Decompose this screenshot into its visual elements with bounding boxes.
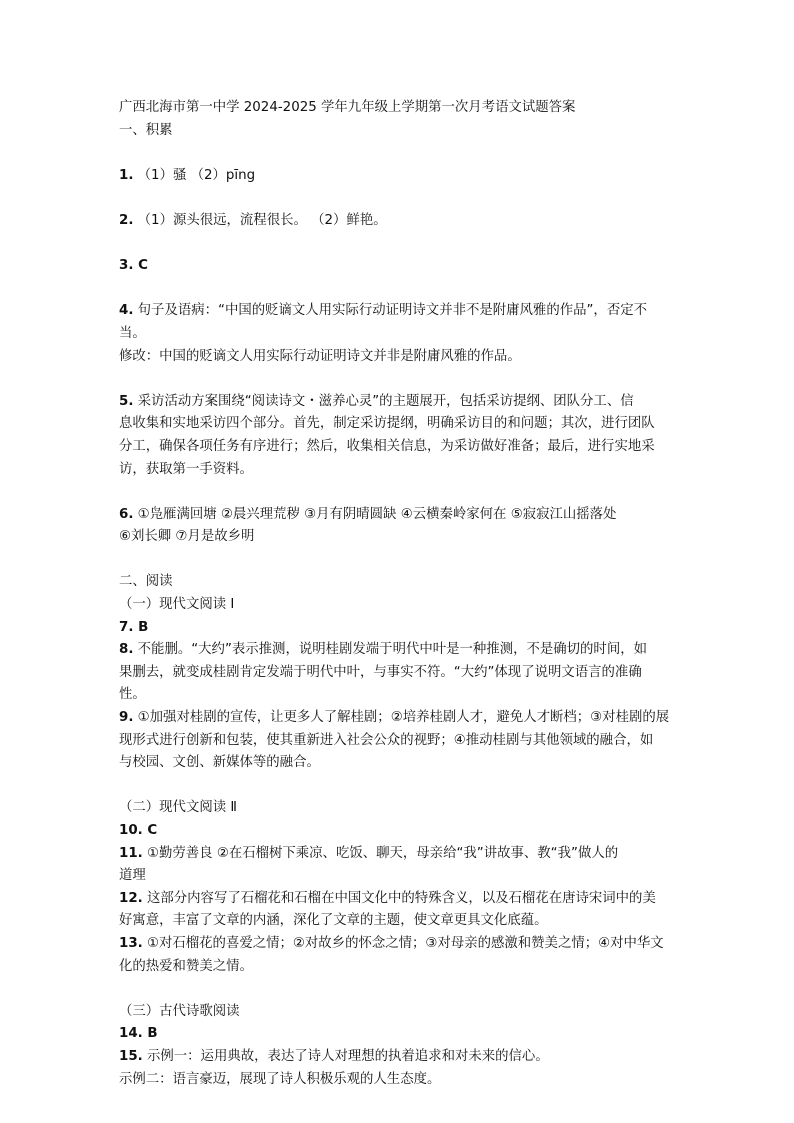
spacer <box>119 978 677 1001</box>
answer-7 <box>119 617 677 640</box>
answer-text-line: ⑥刘长卿 ⑦月是故乡明 <box>119 529 255 545</box>
spacer <box>119 775 677 798</box>
answer-text-line: 当。 <box>119 325 146 341</box>
answer-text: 这部分内容写了石榴花和石榴在中国文化中的特殊含义，以及石榴花在唐诗宋词中的美 <box>142 890 656 906</box>
page-title: 广西北海市第一中学 2024-2025 学年九年级上学期第一次月考语文试题答案 <box>119 100 576 115</box>
answer-text-line: 道理 <box>119 868 146 884</box>
question-number: 4. <box>119 303 134 319</box>
question-number: 9. <box>119 710 134 726</box>
answer-10 <box>119 820 677 843</box>
answer-text-line: 果删去，就变成桂剧肯定发端于明代中叶，与事实不符。“大约”体现了说明文语言的准确 <box>119 664 642 680</box>
answer-text-line: 息收集和实地采访四个部分。首先，制定采访提纲，明确采访目的和问题；其次，进行团队 <box>119 416 655 432</box>
answer-text: （1）骚 （2）pīng <box>133 167 256 183</box>
answer-text: 句子及语病：“中国的贬谪文人用实际行动证明诗文并非不是附庸风雅的作品”，否定不 <box>133 303 647 319</box>
question-number: 15. <box>119 1048 143 1064</box>
section-heading: 一、积累 <box>119 122 173 138</box>
answer-6 <box>119 504 677 527</box>
answer-4 <box>119 300 677 323</box>
question-number: 14. B <box>119 1026 158 1042</box>
spacer <box>119 549 677 572</box>
answer-8 <box>119 639 677 662</box>
answer-text-line: 访，获取第一手资料。 <box>119 461 253 477</box>
answer-document <box>119 97 677 1091</box>
answer-text: （1）源头很远，流程很长。 （2）鲜艳。 <box>133 212 387 228</box>
answer-text-line: 示例二：语言豪迈，展现了诗人积极乐观的人生态度。 <box>119 1071 441 1087</box>
answer-text: 采访活动方案围绕“阅读诗文・滋养心灵”的主题展开，包括采访提纲、团队分工、信 <box>133 393 634 409</box>
answer-text: ①凫雁满回塘 ②晨兴理荒秽 ③月有阴晴圆缺 ④云横秦岭家何在 ⑤寂寂江山摇落处 <box>133 506 617 522</box>
answer-text-line: 分工，确保各项任务有序进行；然后，收集相关信息，为采访做好准备；最后，进行实地采 <box>119 438 655 454</box>
question-number: 1. <box>119 167 134 183</box>
answer-2 <box>119 210 677 233</box>
question-number: 5. <box>119 393 134 409</box>
answer-text-line: 好寓意，丰富了文章的内涵，深化了文章的主题，使文章更具文化底蕴。 <box>119 913 548 929</box>
answer-9 <box>119 707 677 730</box>
answer-text-line: 性。 <box>119 687 146 703</box>
subsection-heading: （二）现代文阅读 Ⅱ <box>119 800 237 816</box>
section-heading: 二、阅读 <box>119 574 173 590</box>
spacer <box>119 481 677 504</box>
answer-12 <box>119 888 677 911</box>
spacer <box>119 187 677 210</box>
answer-text: ①加强对桂剧的宣传，让更多人了解桂剧；②培养桂剧人才，避免人才断档；③对桂剧的展 <box>133 710 670 726</box>
answer-15 <box>119 1046 677 1069</box>
answer-text: ①对石榴花的喜爱之情；②对故乡的怀念之情；③对母亲的感激和赞美之情；④对中华文 <box>142 935 664 951</box>
answer-text: 示例一：运用典故，表达了诗人对理想的执着追求和对未来的信心。 <box>142 1048 549 1064</box>
question-number: 12. <box>119 890 143 906</box>
question-number: 2. <box>119 212 134 228</box>
answer-1 <box>119 165 677 188</box>
question-number: 10. C <box>119 823 158 838</box>
question-number: 7. B <box>119 619 149 635</box>
spacer <box>119 142 677 165</box>
answer-text: 不能删。“大约”表示推测，说明桂剧发端于明代中叶是一种推测，不是确切的时间，如 <box>133 642 647 658</box>
answer-13 <box>119 933 677 956</box>
question-number: 11. <box>119 845 143 861</box>
answer-text: ①勤劳善良 ②在石榴树下乘凉、吃饭、聊天，母亲给“我”讲故事、教“我”做人的 <box>142 845 619 861</box>
spacer <box>119 368 677 391</box>
answer-text-line: 修改：中国的贬谪文人用实际行动证明诗文并非是附庸风雅的作品。 <box>119 348 521 364</box>
answer-5 <box>119 391 677 414</box>
subsection-heading: （三）古代诗歌阅读 <box>119 1003 240 1019</box>
subsection-heading: （一）现代文阅读 Ⅰ <box>119 597 235 613</box>
answer-11 <box>119 843 677 866</box>
question-number: 3. C <box>119 258 148 274</box>
question-number: 13. <box>119 935 143 951</box>
spacer <box>119 278 677 301</box>
answer-text-line: 化的热爱和赞美之情。 <box>119 958 253 974</box>
spacer <box>119 233 677 256</box>
answer-text-line: 现形式进行创新和包装，使其重新进入社会公众的视野；④推动桂剧与其他领域的融合，如 <box>119 732 654 748</box>
answer-3 <box>119 255 677 278</box>
answer-text-line: 与校园、文创、新媒体等的融合。 <box>119 755 320 771</box>
question-number: 8. <box>119 642 134 658</box>
question-number: 6. <box>119 506 134 522</box>
answer-14 <box>119 1023 677 1046</box>
